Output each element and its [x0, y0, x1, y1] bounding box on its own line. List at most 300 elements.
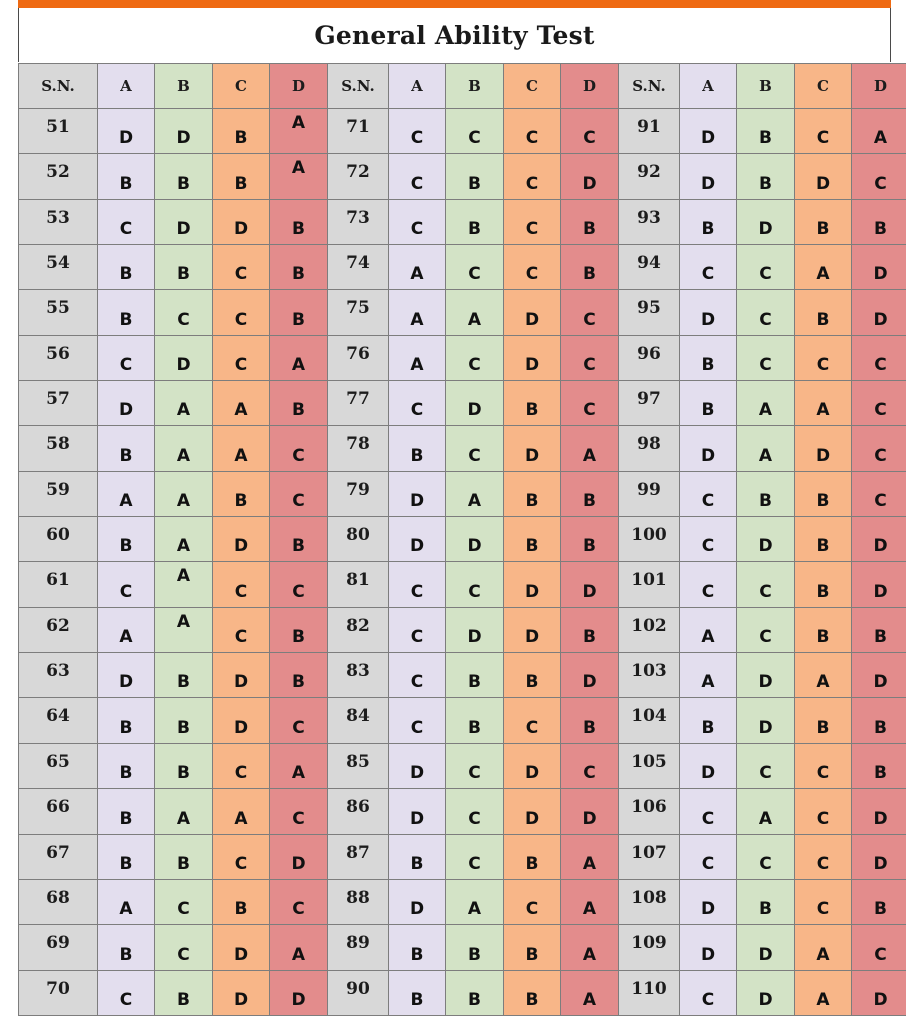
answer-cell-c: D	[504, 290, 561, 335]
answer-cell-c: B	[504, 834, 561, 879]
answer-cell-c: A	[213, 381, 270, 426]
answer-cell-c: C	[213, 290, 270, 335]
header-row	[19, 64, 906, 109]
question-number: 64	[19, 698, 98, 743]
answer-key-table	[18, 63, 906, 1016]
answer-cell-a: C	[389, 381, 446, 426]
table-row	[19, 517, 906, 562]
answer-cell-b: D	[155, 199, 213, 244]
header-a: A	[98, 64, 155, 109]
question-number: 110	[619, 970, 680, 1015]
question-number: 90	[328, 970, 389, 1015]
answer-cell-b: C	[737, 834, 795, 879]
answer-cell-a: C	[680, 789, 737, 834]
answer-cell-b: A	[155, 607, 213, 652]
answer-cell-b: C	[446, 562, 504, 607]
answer-cell-d: B	[852, 199, 906, 244]
answer-cell-d: B	[852, 607, 906, 652]
header-sn: S.N.	[328, 64, 389, 109]
question-number: 103	[619, 653, 680, 698]
answer-cell-a: B	[389, 834, 446, 879]
answer-cell-c: A	[213, 789, 270, 834]
answer-cell-b: A	[155, 471, 213, 516]
question-number: 85	[328, 743, 389, 788]
answer-cell-b: C	[737, 290, 795, 335]
answer-cell-b: C	[446, 335, 504, 380]
answer-cell-c: A	[795, 653, 852, 698]
answer-cell-b: C	[737, 562, 795, 607]
question-number: 78	[328, 426, 389, 471]
answer-cell-d: C	[270, 879, 328, 924]
answer-cell-b: B	[737, 109, 795, 154]
answer-cell-a: C	[389, 199, 446, 244]
answer-cell-c: C	[795, 834, 852, 879]
answer-cell-a: B	[98, 290, 155, 335]
answer-cell-a: B	[389, 426, 446, 471]
answer-cell-b: C	[737, 743, 795, 788]
answer-cell-c: C	[504, 199, 561, 244]
answer-cell-d: C	[852, 471, 906, 516]
answer-cell-a: B	[389, 970, 446, 1015]
answer-cell-a: B	[98, 245, 155, 290]
answer-cell-a: B	[98, 154, 155, 199]
answer-rows	[19, 109, 906, 1016]
answer-cell-a: D	[680, 426, 737, 471]
question-number: 88	[328, 879, 389, 924]
answer-cell-a: D	[98, 381, 155, 426]
answer-cell-c: B	[795, 290, 852, 335]
answer-cell-d: C	[270, 426, 328, 471]
answer-cell-a: A	[98, 607, 155, 652]
question-number: 73	[328, 199, 389, 244]
table-row	[19, 698, 906, 743]
answer-cell-c: C	[213, 834, 270, 879]
answer-cell-b: B	[446, 698, 504, 743]
header-c: C	[795, 64, 852, 109]
answer-cell-d: C	[270, 789, 328, 834]
answer-cell-b: A	[737, 426, 795, 471]
answer-cell-c: B	[795, 471, 852, 516]
table-row	[19, 834, 906, 879]
answer-cell-d: D	[270, 970, 328, 1015]
answer-cell-a: A	[389, 245, 446, 290]
answer-cell-b: D	[446, 517, 504, 562]
answer-cell-d: B	[270, 199, 328, 244]
answer-cell-c: C	[795, 879, 852, 924]
answer-cell-c: C	[504, 154, 561, 199]
answer-cell-a: A	[389, 290, 446, 335]
answer-cell-d: C	[270, 562, 328, 607]
question-number: 109	[619, 925, 680, 970]
answer-cell-c: B	[504, 653, 561, 698]
answer-cell-a: C	[98, 335, 155, 380]
answer-cell-c: C	[795, 335, 852, 380]
question-number: 89	[328, 925, 389, 970]
answer-cell-c: C	[504, 879, 561, 924]
table-row	[19, 607, 906, 652]
answer-cell-d: B	[561, 698, 619, 743]
question-number: 97	[619, 381, 680, 426]
table-row	[19, 562, 906, 607]
answer-cell-d: A	[561, 879, 619, 924]
answer-cell-c: C	[213, 245, 270, 290]
answer-cell-b: D	[446, 607, 504, 652]
answer-cell-a: B	[98, 925, 155, 970]
answer-cell-c: D	[504, 335, 561, 380]
answer-cell-c: D	[795, 426, 852, 471]
answer-cell-a: B	[680, 381, 737, 426]
question-number: 108	[619, 879, 680, 924]
answer-cell-d: B	[852, 698, 906, 743]
header-c: C	[504, 64, 561, 109]
answer-cell-a: D	[680, 290, 737, 335]
answer-cell-c: B	[213, 879, 270, 924]
table-row	[19, 335, 906, 380]
answer-cell-c: D	[795, 154, 852, 199]
answer-cell-a: C	[389, 653, 446, 698]
answer-cell-d: C	[561, 290, 619, 335]
answer-cell-b: D	[155, 335, 213, 380]
answer-cell-d: C	[561, 743, 619, 788]
answer-cell-a: C	[389, 109, 446, 154]
answer-cell-a: B	[98, 517, 155, 562]
answer-cell-b: C	[155, 925, 213, 970]
question-number: 62	[19, 607, 98, 652]
answer-cell-d: C	[270, 698, 328, 743]
answer-cell-b: B	[446, 199, 504, 244]
answer-cell-d: D	[852, 562, 906, 607]
question-number: 104	[619, 698, 680, 743]
answer-cell-d: D	[852, 245, 906, 290]
answer-cell-c: B	[504, 471, 561, 516]
answer-cell-c: D	[213, 970, 270, 1015]
answer-cell-b: C	[446, 789, 504, 834]
answer-cell-c: C	[504, 245, 561, 290]
answer-cell-d: B	[561, 517, 619, 562]
question-number: 99	[619, 471, 680, 516]
answer-cell-d: D	[852, 653, 906, 698]
answer-cell-d: C	[561, 109, 619, 154]
answer-cell-a: C	[389, 698, 446, 743]
answer-cell-b: D	[737, 970, 795, 1015]
answer-cell-c: A	[795, 925, 852, 970]
answer-cell-b: C	[155, 290, 213, 335]
answer-cell-b: B	[155, 245, 213, 290]
answer-cell-b: B	[155, 154, 213, 199]
answer-cell-b: B	[737, 154, 795, 199]
answer-cell-c: D	[504, 426, 561, 471]
answer-cell-c: C	[504, 109, 561, 154]
answer-cell-b: B	[446, 970, 504, 1015]
answer-cell-a: A	[389, 335, 446, 380]
answer-cell-d: C	[852, 381, 906, 426]
answer-cell-a: A	[680, 607, 737, 652]
question-number: 55	[19, 290, 98, 335]
question-number: 81	[328, 562, 389, 607]
answer-cell-b: A	[737, 789, 795, 834]
question-number: 74	[328, 245, 389, 290]
answer-cell-b: A	[446, 879, 504, 924]
question-number: 93	[619, 199, 680, 244]
header-a: A	[389, 64, 446, 109]
answer-cell-c: D	[504, 562, 561, 607]
question-number: 76	[328, 335, 389, 380]
answer-cell-d: D	[270, 834, 328, 879]
answer-cell-b: D	[737, 698, 795, 743]
answer-cell-d: A	[852, 109, 906, 154]
answer-cell-a: D	[680, 154, 737, 199]
table-row	[19, 154, 906, 199]
answer-cell-d: D	[852, 970, 906, 1015]
answer-cell-a: D	[389, 879, 446, 924]
answer-cell-d: A	[270, 109, 328, 154]
question-number: 51	[19, 109, 98, 154]
answer-cell-c: C	[504, 698, 561, 743]
answer-cell-d: C	[852, 335, 906, 380]
answer-cell-d: A	[561, 834, 619, 879]
answer-cell-d: C	[852, 925, 906, 970]
answer-cell-b: C	[446, 426, 504, 471]
answer-cell-a: C	[680, 517, 737, 562]
answer-cell-b: A	[155, 517, 213, 562]
answer-cell-a: D	[98, 653, 155, 698]
answer-cell-d: D	[561, 789, 619, 834]
answer-cell-b: B	[737, 471, 795, 516]
answer-cell-a: D	[98, 109, 155, 154]
answer-cell-d: A	[561, 925, 619, 970]
question-number: 70	[19, 970, 98, 1015]
answer-cell-d: D	[852, 290, 906, 335]
table-row	[19, 290, 906, 335]
answer-cell-a: B	[680, 335, 737, 380]
question-number: 71	[328, 109, 389, 154]
answer-cell-a: B	[680, 199, 737, 244]
answer-cell-a: B	[680, 698, 737, 743]
question-number: 92	[619, 154, 680, 199]
answer-cell-d: D	[561, 562, 619, 607]
header-c: C	[213, 64, 270, 109]
answer-cell-d: A	[561, 970, 619, 1015]
question-number: 69	[19, 925, 98, 970]
question-number: 67	[19, 834, 98, 879]
answer-cell-b: D	[155, 109, 213, 154]
answer-cell-d: B	[561, 199, 619, 244]
answer-cell-c: D	[504, 607, 561, 652]
answer-cell-c: B	[504, 970, 561, 1015]
answer-cell-b: D	[737, 653, 795, 698]
answer-cell-b: A	[155, 789, 213, 834]
answer-cell-b: A	[155, 381, 213, 426]
table-row	[19, 970, 906, 1015]
answer-cell-b: D	[737, 199, 795, 244]
answer-cell-a: D	[389, 517, 446, 562]
answer-cell-a: B	[98, 789, 155, 834]
question-number: 107	[619, 834, 680, 879]
answer-cell-d: D	[561, 653, 619, 698]
answer-cell-b: D	[737, 517, 795, 562]
question-number: 105	[619, 743, 680, 788]
question-number: 59	[19, 471, 98, 516]
answer-cell-b: C	[155, 879, 213, 924]
answer-cell-c: B	[504, 381, 561, 426]
answer-cell-c: C	[213, 335, 270, 380]
answer-cell-b: A	[155, 562, 213, 607]
answer-cell-d: B	[270, 653, 328, 698]
answer-cell-b: B	[155, 743, 213, 788]
answer-cell-a: B	[98, 743, 155, 788]
header-a: A	[680, 64, 737, 109]
question-number: 102	[619, 607, 680, 652]
answer-cell-a: C	[680, 471, 737, 516]
answer-cell-d: D	[561, 154, 619, 199]
header-d: D	[270, 64, 328, 109]
question-number: 96	[619, 335, 680, 380]
table-row	[19, 789, 906, 834]
answer-cell-d: B	[270, 517, 328, 562]
answer-cell-c: D	[213, 925, 270, 970]
answer-cell-c: C	[795, 743, 852, 788]
answer-cell-d: D	[852, 789, 906, 834]
answer-cell-c: B	[504, 517, 561, 562]
table-row	[19, 245, 906, 290]
header-b: B	[155, 64, 213, 109]
answer-cell-c: C	[795, 789, 852, 834]
answer-cell-c: D	[213, 199, 270, 244]
answer-cell-d: B	[270, 245, 328, 290]
table-row	[19, 879, 906, 924]
answer-cell-c: A	[213, 426, 270, 471]
answer-cell-c: B	[795, 698, 852, 743]
answer-cell-c: B	[795, 562, 852, 607]
answer-cell-d: B	[561, 607, 619, 652]
answer-cell-d: A	[270, 154, 328, 199]
question-number: 80	[328, 517, 389, 562]
answer-cell-a: C	[389, 562, 446, 607]
question-number: 77	[328, 381, 389, 426]
answer-cell-b: A	[446, 471, 504, 516]
answer-cell-d: C	[852, 426, 906, 471]
answer-cell-b: D	[446, 381, 504, 426]
table-row	[19, 743, 906, 788]
answer-cell-d: C	[561, 381, 619, 426]
answer-cell-b: C	[737, 245, 795, 290]
answer-cell-c: D	[213, 698, 270, 743]
answer-cell-d: B	[561, 245, 619, 290]
answer-cell-a: D	[680, 743, 737, 788]
answer-cell-a: D	[389, 789, 446, 834]
question-number: 87	[328, 834, 389, 879]
answer-cell-c: D	[213, 653, 270, 698]
table-row	[19, 471, 906, 516]
answer-cell-b: C	[446, 109, 504, 154]
answer-cell-c: B	[795, 199, 852, 244]
orange-top-bar	[18, 0, 891, 8]
answer-cell-d: B	[270, 290, 328, 335]
answer-cell-c: D	[213, 517, 270, 562]
answer-cell-b: C	[446, 245, 504, 290]
answer-cell-d: C	[561, 335, 619, 380]
answer-cell-c: B	[213, 109, 270, 154]
answer-cell-d: B	[852, 743, 906, 788]
table-row	[19, 109, 906, 154]
question-number: 72	[328, 154, 389, 199]
question-number: 54	[19, 245, 98, 290]
question-number: 63	[19, 653, 98, 698]
answer-cell-a: C	[389, 607, 446, 652]
question-number: 56	[19, 335, 98, 380]
answer-cell-a: C	[680, 834, 737, 879]
answer-cell-a: D	[680, 109, 737, 154]
answer-cell-a: C	[98, 562, 155, 607]
answer-cell-d: B	[561, 471, 619, 516]
answer-cell-a: B	[389, 925, 446, 970]
answer-cell-c: D	[504, 743, 561, 788]
header-b: B	[446, 64, 504, 109]
question-number: 75	[328, 290, 389, 335]
question-number: 106	[619, 789, 680, 834]
answer-cell-a: B	[98, 698, 155, 743]
answer-cell-d: D	[852, 517, 906, 562]
answer-cell-c: B	[795, 607, 852, 652]
answer-cell-a: C	[389, 154, 446, 199]
question-number: 79	[328, 471, 389, 516]
answer-cell-c: B	[213, 471, 270, 516]
answer-cell-c: C	[213, 562, 270, 607]
header-sn: S.N.	[19, 64, 98, 109]
question-number: 60	[19, 517, 98, 562]
answer-cell-d: A	[270, 925, 328, 970]
table-row	[19, 381, 906, 426]
answer-cell-b: B	[737, 879, 795, 924]
question-number: 86	[328, 789, 389, 834]
answer-cell-c: C	[213, 607, 270, 652]
answer-cell-c: A	[795, 245, 852, 290]
header-d: D	[852, 64, 906, 109]
answer-cell-b: D	[737, 925, 795, 970]
answer-cell-c: A	[795, 970, 852, 1015]
answer-cell-d: C	[270, 471, 328, 516]
answer-cell-b: B	[155, 970, 213, 1015]
question-number: 61	[19, 562, 98, 607]
answer-cell-a: D	[389, 743, 446, 788]
table-row	[19, 653, 906, 698]
question-number: 100	[619, 517, 680, 562]
answer-cell-d: B	[852, 879, 906, 924]
answer-key-sheet	[18, 0, 891, 1016]
question-number: 57	[19, 381, 98, 426]
table-row	[19, 426, 906, 471]
answer-cell-d: D	[852, 834, 906, 879]
question-number: 98	[619, 426, 680, 471]
answer-cell-a: B	[98, 426, 155, 471]
answer-cell-c: B	[504, 925, 561, 970]
answer-cell-a: C	[98, 970, 155, 1015]
answer-cell-b: A	[446, 290, 504, 335]
answer-cell-a: D	[680, 925, 737, 970]
page-title: General Ability Test	[314, 20, 595, 50]
answer-cell-b: B	[446, 154, 504, 199]
answer-cell-a: C	[98, 199, 155, 244]
answer-cell-a: A	[98, 879, 155, 924]
answer-cell-b: B	[155, 834, 213, 879]
header-sn: S.N.	[619, 64, 680, 109]
answer-cell-b: B	[446, 925, 504, 970]
answer-cell-b: B	[155, 653, 213, 698]
question-number: 83	[328, 653, 389, 698]
answer-cell-d: B	[270, 381, 328, 426]
answer-cell-a: A	[680, 653, 737, 698]
answer-cell-b: B	[446, 653, 504, 698]
